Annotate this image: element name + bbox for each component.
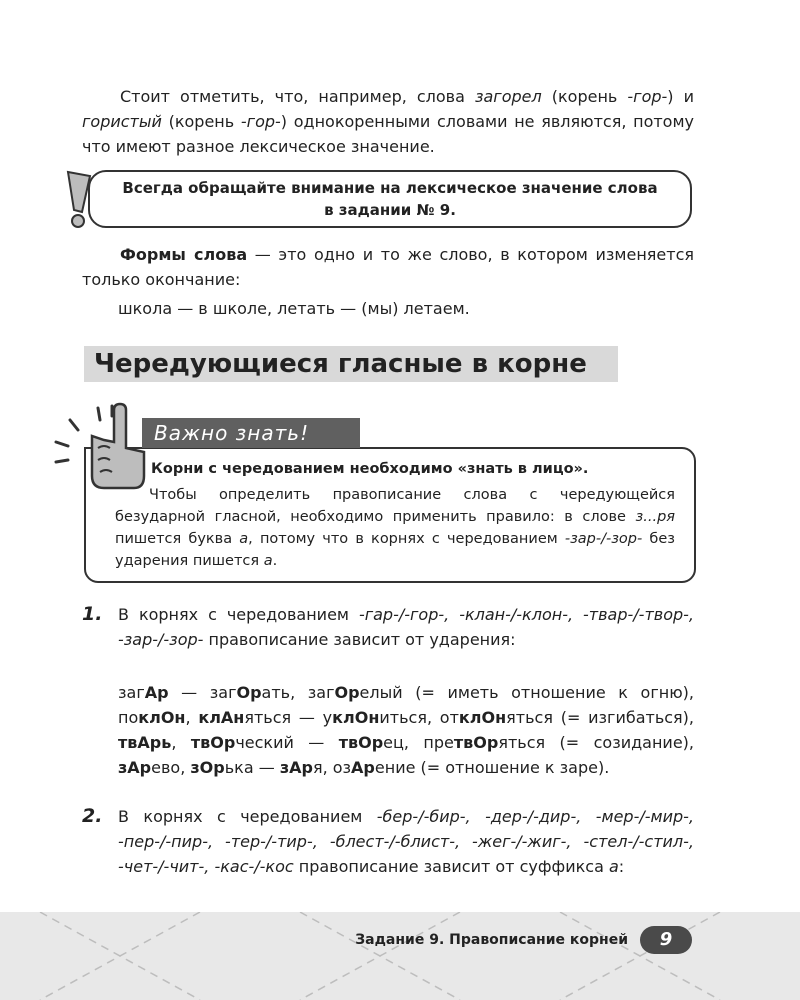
list-item-1: В корнях с чередованием -гар-/-гор-, -клан-/-клон-, -твар-/-твор-, -зар-/-зор- правописание зависит от ударения: xyxy=(118,605,694,649)
notice-text: Всегда обращайте внимание на лексическое значение слова в задании № 9. xyxy=(122,179,658,219)
important-title: Корни с чередованием необходимо «знать в лицо». xyxy=(151,461,589,477)
footer-title: Задание 9. Правописание корней xyxy=(355,932,628,948)
examples-paragraph: загАр — загОрать, загОрелый (= иметь отношение к огню), поклОн, клАняться — уклОниться, отклОняться (= изгибаться), твАрь, твОрческий — твОрец, претвОряться (= созидание), зАрево, зОрька — зАря, озАрение (= отношение к заре). xyxy=(118,683,695,777)
important-body: Чтобы определить правописание слова с чередующейся безударной гласной, необходимо применить правило: в слове з...ря пишется буква а, потому что в корнях с чередованием -зар-/-зор- без ударения пишется а. xyxy=(115,487,675,569)
forms-example: школа — в школе, летать — (мы) летаем. xyxy=(118,299,470,318)
important-content xyxy=(115,458,675,572)
forms-definition: Формы слова — это одно и то же слово, в котором изменяется только окончание: xyxy=(82,245,695,289)
page-number: 9 xyxy=(640,926,692,954)
list-number-2: 2. xyxy=(82,805,103,827)
notice-box xyxy=(88,170,692,228)
list-item-2: В корнях с чередованием -бер-/-бир-, -дер-/-дир-, -мер-/-мир-, -пер-/-пир-, -тер-/-тир-, -блест-/-блист-, -жег-/-жиг-, -стел-/-стил-, -чет-/-чит-, -кас-/-кос правописание зависит от суффикса а: xyxy=(118,807,694,876)
important-tab: Важно знать! xyxy=(142,418,360,448)
section-heading: Чередующиеся гласные в корне xyxy=(84,346,618,382)
intro-paragraph: Стоит отметить, что, например, слова загорел (корень -гор-) и гористый (корень -гор-) однокоренными словами не являются, потому что имеют разное лексическое значение. xyxy=(82,87,695,156)
list-number-1: 1. xyxy=(82,603,103,625)
